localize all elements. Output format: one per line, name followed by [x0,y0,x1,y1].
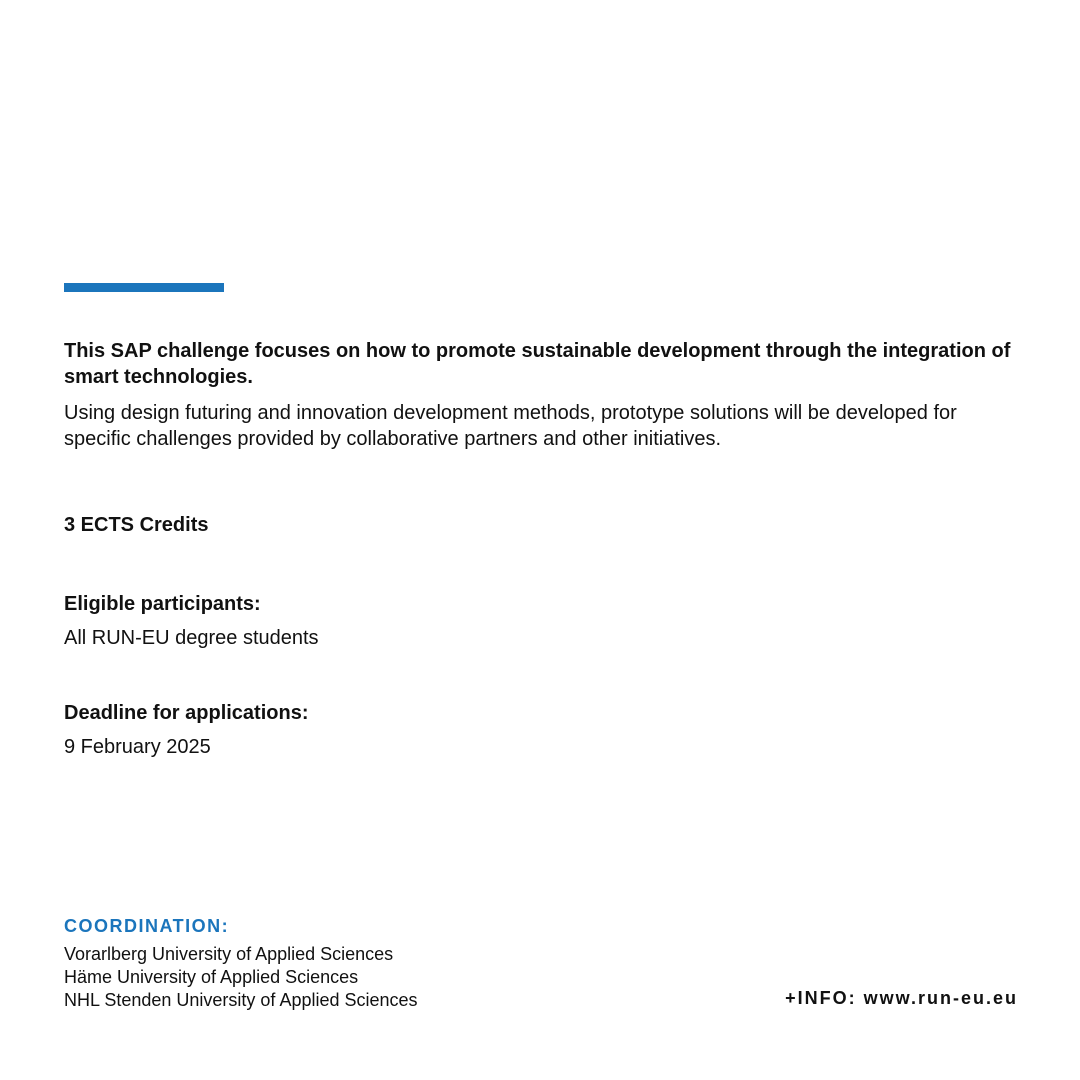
eligible-section [64,591,1024,651]
accent-bar [64,283,224,292]
deadline-value: 9 February 2025 [64,736,211,758]
coordination-title: COORDINATION: [64,916,230,936]
coordination-section [64,915,664,1012]
credits: 3 ECTS Credits [64,514,209,536]
headline: This SAP challenge focuses on how to promote sustainable development through the integration of smart technologies. [64,340,1011,388]
eligible-label: Eligible participants: [64,593,261,615]
deadline-section [64,700,1024,760]
eligible-value: All RUN-EU degree students [64,627,319,649]
info-link[interactable]: +INFO: www.run-eu.eu [785,988,1018,1008]
coordination-list [64,943,664,1012]
intro-text: Using design futuring and innovation development methods, prototype solutions will be developed for specific challenges provided by collaborative partners and other initiatives. [64,402,957,450]
coordination-item: Häme University of Applied Sciences [64,967,359,987]
deadline-label: Deadline for applications: [64,702,309,724]
coordination-item: Vorarlberg University of Applied Sciences [64,944,394,964]
coordination-item: NHL Stenden University of Applied Sciences [64,990,418,1010]
